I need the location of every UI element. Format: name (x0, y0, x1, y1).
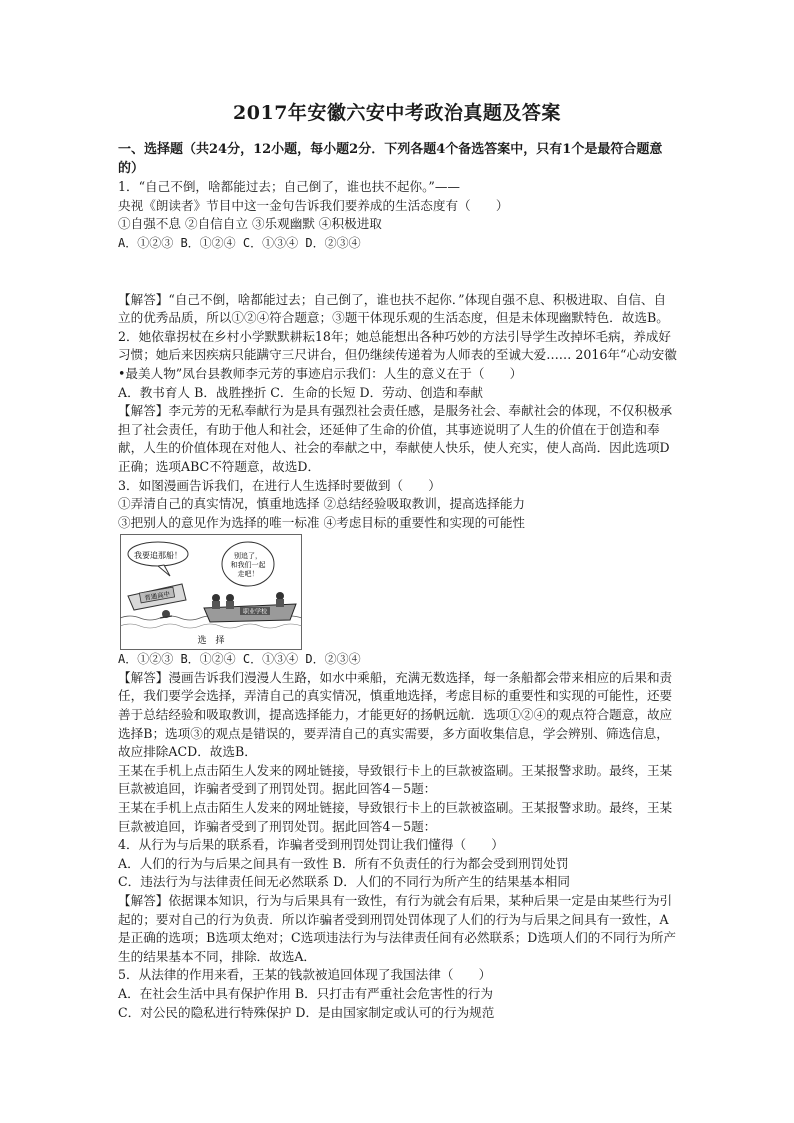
q4-stem: 4．从行为与后果的联系看，诈骗者受到刑罚处罚让我们懂得（ ） (118, 837, 504, 853)
document-body (118, 141, 678, 1022)
bubble-right-text-2: 和我们一起 (230, 561, 266, 570)
q3-answer: 【解答】漫画告诉我们漫漫人生路，如水中乘船，充满无数选择，每一条船都会带来相应的后果和责任，我们要学会选择，弄清自己的真实情况，慎重地选择，考虑目标的重要性和实现的可能性，还要善于总结经验和吸取教训，提高选择能力，才能更好的扬帆远航．选项①②④的观点符合题意，故应选择B；选项③的观点是错误的，要弄清自己的真实需要，多方面收集信息，学会辨别、筛选信息，故应排除ACD．故选B． (118, 669, 673, 760)
q3-option-line1: ①弄清自己的真实情况，慎重地选择 ②总结经验吸取教训，提高选择能力 (118, 496, 526, 512)
bubble-right-text: 别追了， (234, 552, 262, 561)
q5-options-cd: C．对公民的隐私进行特殊保护 D．是由国家制定或认可的行为规范 (118, 1004, 495, 1020)
q2-answer: 【解答】李元芳的无私奉献行为是具有强烈社会责任感，是服务社会、奉献社会的体现，不仅积极承担了社会责任，有助于他人和社会，还延伸了生命的价值，其事迹说明了人生的价值在于创造和奉献，人生的价值体现在对他人、社会的奉献之中，奉献使人快乐，使人充实，使人高尚．因此选项D正确；选项ABC不符题意，故选D． (118, 403, 673, 474)
spacer (118, 253, 678, 291)
q4-options-cd: C．违法行为与法律责任间无必然联系 D．人们的不同行为所产生的结果基本相同 (118, 874, 570, 890)
q3-choices: A．①②③ B．①②④ C．①③④ D．②③④ (118, 652, 361, 667)
q1-answer: 【解答】“自己不倒，啥都能过去；自己倒了，谁也扶不起你．”体现自强不息、积极进取、自信、自立的优秀品质，所以①②④符合题意；③题干体现乐观的生活态度，但是未体现幽默特色．故选B。 (118, 291, 669, 326)
q2-stem: 2．她依靠拐杖在乡村小学默默耕耘18年；她总能想出各种巧妙的方法引导学生改掉坏毛病，养成好习惯；她后来因疾病只能蹒守三尺讲台，但仍继续传递着为人师表的至诚大爱…… 2016年“心动安徽•最美人物”凤台县教师李元芳的事迹启示我们：人生的意义在于（ ） (118, 328, 677, 381)
q5-options-ab: A．在社会生活中具有保护作用 B．只打击有严重社会危害性的行为 (118, 985, 493, 1001)
bubble-left-text: 我要追那船！ (134, 551, 182, 561)
bubble-right-text-3: 走吧！ (237, 570, 259, 579)
q3-option-line2: ③把别人的意见作为选择的唯一标准 ④考虑目标的重要性和实现的可能性 (118, 514, 526, 530)
q4-answer: 【解答】依据课本知识，行为与后果具有一致性，有行为就会有后果，某种后果一定是由某些行为引起的；要对自己的行为负责．所以诈骗者受到刑罚处罚体现了人们的行为与后果之间具有一致性，A是正确的选项；B选项太绝对；C选项违法行为与法律责任间有必然联系；D选项人们的不同行为所产生的结果基本不同，排除．故选A． (118, 893, 676, 964)
q1-options: ①自强不息 ②自信自立 ③乐观幽默 ④积极进取 (118, 216, 382, 232)
cartoon-caption: 选 择 (197, 636, 225, 647)
q1-choices: A．①②③ B．①②④ C．①③④ D．②③④ (118, 235, 361, 250)
q3-stem: 3．如图漫画告诉我们，在进行人生选择时要做到（ ） (118, 477, 441, 493)
material-text-1: 王某在手机上点击陌生人发来的网址链接，导致银行卡上的巨款被盗刷。王某报警求助。最终，王某巨款被追回，诈骗者受到了刑罚处罚。据此回答4－5题： (118, 762, 673, 797)
q4-options-ab: A．人们的行为与后果之间具有一致性 B．所有不负责任的行为都会受到刑罚处罚 (118, 855, 569, 871)
q1-stem-line1: 1．“自己不倒，啥都能过去；自己倒了，谁也扶不起你。”—— (118, 179, 461, 195)
q2-choices: A．教书育人 B．战胜挫折 C．生命的长短 D．劳动、创造和奉献 (118, 384, 483, 400)
q1-stem-line2: 央视《朗读者》节目中这一金句告诉我们要养成的生活态度有（ ） (118, 197, 509, 213)
boat-right-label: 职业学校 (242, 608, 268, 616)
cartoon-image (120, 534, 302, 650)
q5-stem: 5．从法律的作用来看，王某的钱款被追回体现了我国法律（ ） (118, 967, 492, 983)
section-heading: 一、选择题（共24分，12小题，每小题2分．下列各题4个备选答案中，只有1个是最符合题意的） (118, 142, 663, 176)
material-text-2: 王某在手机上点击陌生人发来的网址链接，导致银行卡上的巨款被盗刷。王某报警求助。最终，王某巨款被追回，诈骗者受到了刑罚处罚。据此回答4－5题： (118, 800, 673, 834)
page-title: 2017年安徽六安中考政治真题及答案 (233, 102, 561, 124)
boat-left-label: 普通高中 (143, 590, 171, 603)
